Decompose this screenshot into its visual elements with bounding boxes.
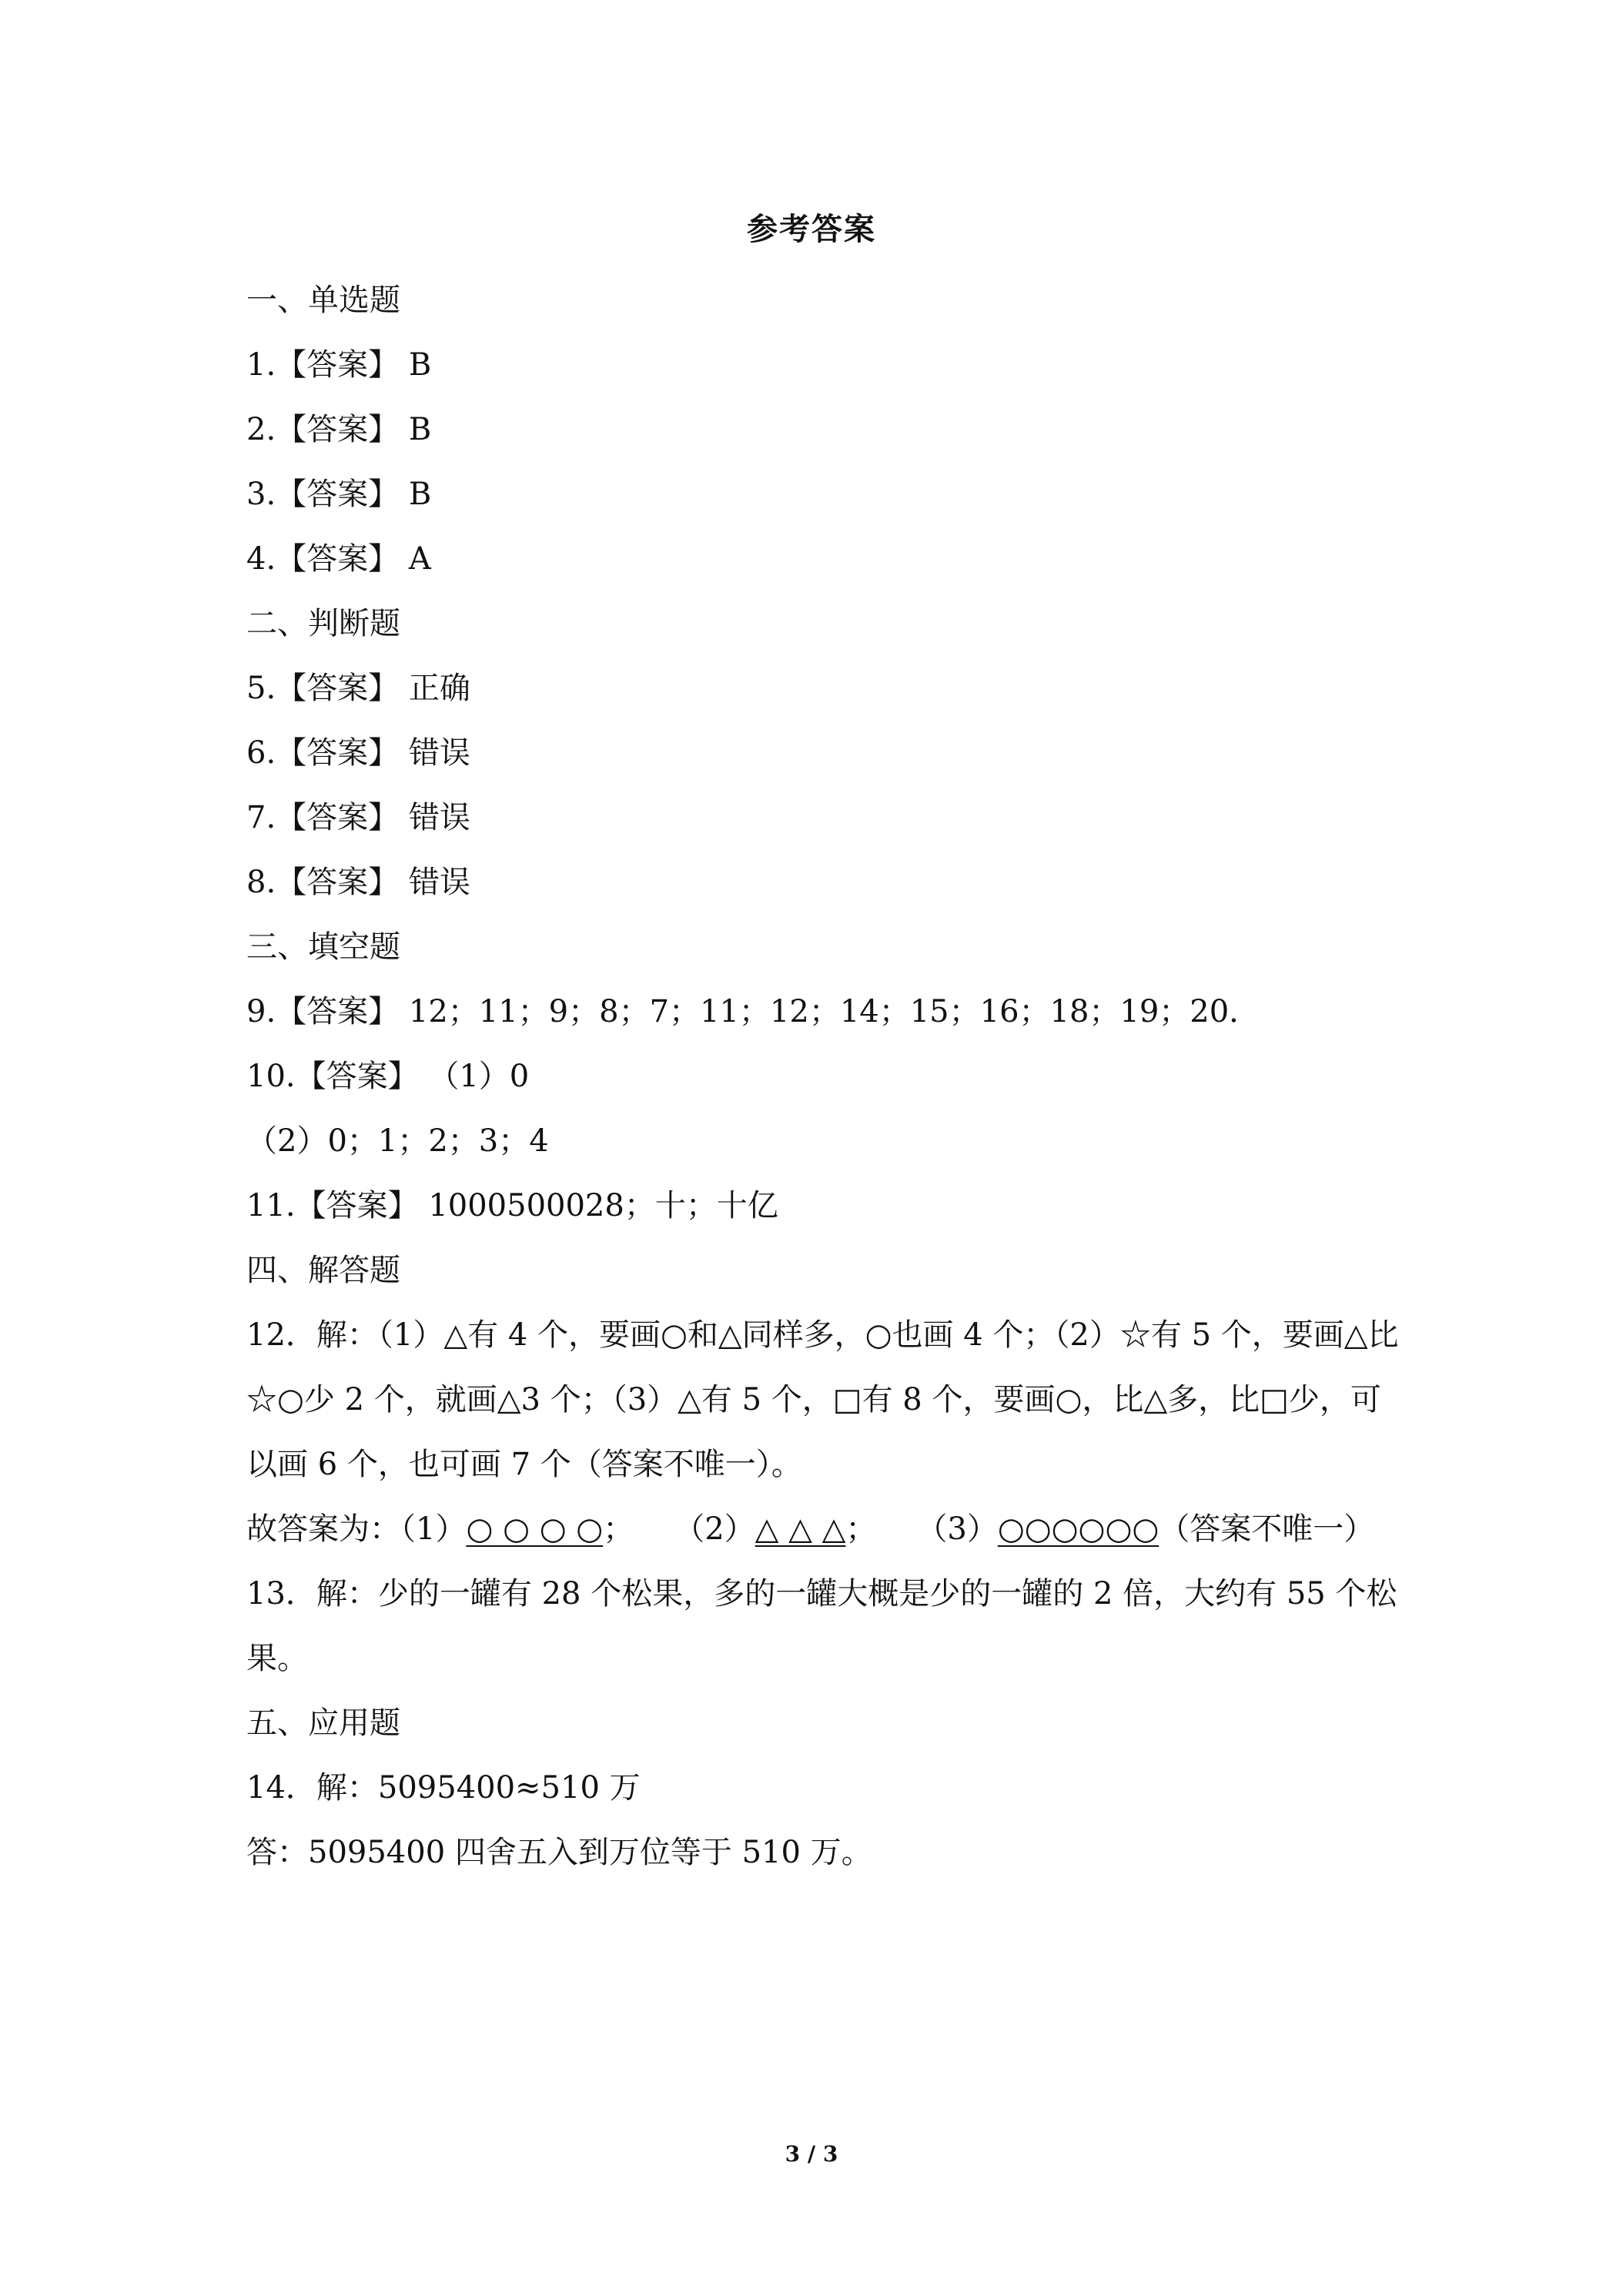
answer-part2-prefix: （2） [674,1511,755,1547]
page-number: 3 / 3 [785,2141,838,2167]
answer-line-9: 9.【答案】 12；11；9；8；7；11；12；14；15；16；18；19；20． [246,994,1260,1029]
solution-14-answer: 答：5095400 四舍五入到万位等于 510 万。 [246,1835,872,1870]
answer-prefix: 故答案为：（1） [246,1511,467,1547]
answer-line-7: 7.【答案】 错误 [246,800,470,835]
circle-row-symbols-answer: ○○○○○○ [997,1511,1160,1547]
page-title: 参考答案 [747,211,876,247]
section-heading-application: 五、应用题 [246,1705,400,1741]
answer-line-4: 4.【答案】 A [246,541,431,577]
answer-line-2: 2.【答案】 B [246,412,432,447]
circle-symbols-answer: ○ ○ ○ ○ [466,1511,604,1547]
triangle-symbols-answer: △ △ △ [755,1511,846,1547]
answer-note: （答案不唯一） [1159,1511,1375,1547]
answer-line-8: 8.【答案】 错误 [246,865,470,900]
answer-line-1: 1.【答案】 B [246,347,432,383]
solution-12-answer [246,1497,1401,1561]
section-heading-fill-blank: 三、填空题 [246,929,400,965]
section-heading-single-choice: 一、单选题 [246,283,400,318]
solution-12: 12．解：（1）△有 4 个，要画○和△同样多，○也画 4 个；（2）☆有 5 个，要画△比☆○少 2 个，就画△3 个；（3）△有 5 个，□有 8 个，要画○，比△多，比□少，可以画 6 个，也可画 7 个（答案不唯一）。 [246,1317,1399,1482]
answer-line-3: 3.【答案】 B [246,477,432,512]
answer-separator: ； [603,1511,634,1547]
solution-14: 14．解：5095400≈510 万 [246,1770,641,1806]
answer-line-10-part2: （2）0；1；2；3；4 [246,1123,549,1159]
section-heading-solve: 四、解答题 [246,1253,400,1288]
answer-content [246,268,1401,1885]
answer-line-11: 11.【答案】 1000500028；十；十亿 [246,1188,778,1223]
answer-line-6: 6.【答案】 错误 [246,735,470,771]
solution-13: 13．解：少的一罐有 28 个松果，多的一罐大概是少的一罐的 2 倍，大约有 55 个松果。 [246,1576,1397,1676]
answer-separator: ； [845,1511,877,1547]
answer-line-5: 5.【答案】 正确 [246,671,470,706]
section-heading-true-false: 二、判断题 [246,606,400,641]
answer-part3-prefix: （3） [916,1511,998,1547]
answer-line-10: 10.【答案】 （1）0 [246,1059,530,1094]
